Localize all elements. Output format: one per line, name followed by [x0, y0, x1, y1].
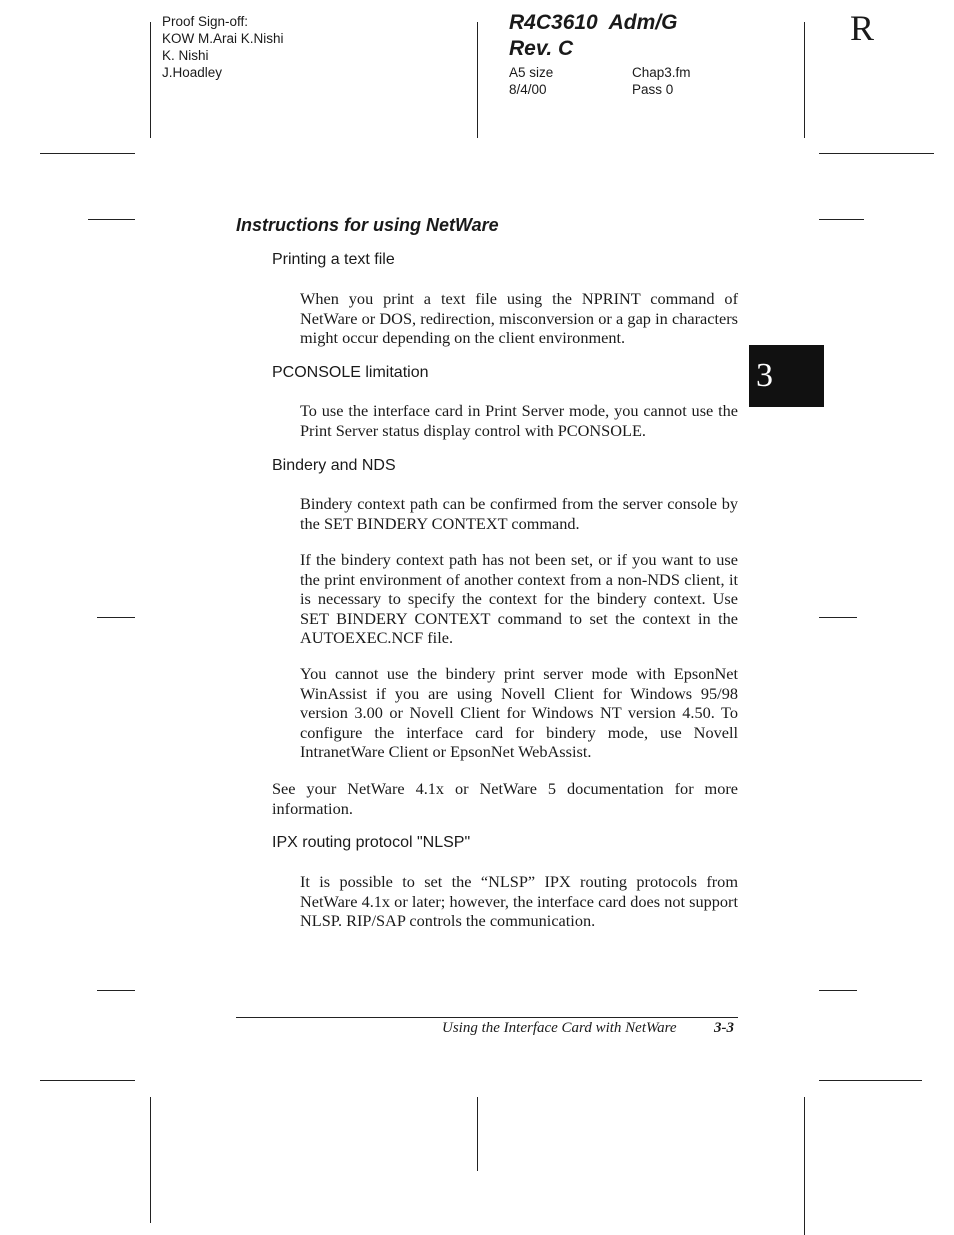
doc-code: R4C3610 Adm/G: [509, 11, 678, 34]
meta-left: [509, 64, 553, 98]
crop-mark: [40, 153, 135, 154]
crop-mark: [819, 617, 857, 618]
corner-mark: R: [850, 8, 875, 48]
revision: Rev. C: [509, 37, 574, 60]
crop-mark: [819, 219, 864, 220]
subhead-pconsole: PCONSOLE limitation: [272, 364, 429, 381]
proof-line: J.Hoadley: [162, 65, 223, 80]
paragraph: It is possible to set the “NLSP” IPX routing protocols from NetWare 4.1x or later; however, the interface card does not support NLSP. RIP/SAP controls the communication.: [300, 872, 738, 930]
crop-mark: [804, 1097, 805, 1235]
date: 8/4/00: [509, 82, 547, 97]
crop-mark: [88, 219, 135, 220]
crop-mark: [819, 990, 857, 991]
crop-mark: [804, 22, 805, 138]
paragraph: To use the interface card in Print Server mode, you cannot use the Print Server status display control with PCONSOLE.: [300, 401, 738, 440]
section-title: Instructions for using NetWare: [236, 215, 499, 235]
paragraph: You cannot use the bindery print server mode with EpsonNet WinAssist if you are using Novell Client for Windows 95/98 version 3.00 or Novell Client for Windows NT version 4.50. To configure the interface card for bindery mode, use Novell IntranetWare Client or EpsonNet WebAssist.: [300, 664, 738, 761]
crop-mark: [40, 1080, 135, 1081]
doc-code-block: [509, 10, 677, 62]
crop-mark: [819, 1080, 922, 1081]
paragraph: See your NetWare 4.1x or NetWare 5 documentation for more information.: [272, 779, 738, 818]
proof-line: KOW M.Arai K.Nishi: [162, 31, 284, 46]
pass: Pass 0: [632, 82, 674, 97]
proof-line: Proof Sign-off:: [162, 14, 249, 29]
subhead-printing: Printing a text file: [272, 251, 395, 268]
footer-rule: [236, 1017, 738, 1018]
crop-mark: [477, 22, 478, 138]
chapter-tab: 3: [749, 345, 824, 407]
crop-mark: [97, 990, 135, 991]
paper-size: A5 size: [509, 65, 554, 80]
crop-mark: [97, 617, 135, 618]
paragraph: If the bindery context path has not been set, or if you want to use the print environment of another context from a non-NDS client, it is necessary to specify the context for the bindery context. Use SET BINDERY CONTEXT command to set the context in the AUTOEXEC.NCF file.: [300, 550, 738, 647]
paragraph: When you print a text file using the NPRINT command of NetWare or DOS, redirection, misconversion or a gap in characters might occur depending on the client environment.: [300, 289, 738, 347]
crop-mark: [150, 22, 151, 138]
page-number: 3-3: [714, 1020, 734, 1036]
proof-signoff: [162, 13, 284, 81]
crop-mark: [150, 1097, 151, 1223]
subhead-bindery: Bindery and NDS: [272, 457, 396, 474]
subhead-ipx: IPX routing protocol "NLSP": [272, 834, 471, 851]
crop-mark: [819, 153, 934, 154]
meta-right: [632, 64, 691, 98]
proof-line: K. Nishi: [162, 48, 209, 63]
paragraph: Bindery context path can be confirmed from the server console by the SET BINDERY CONTEXT command.: [300, 494, 738, 533]
running-title: Using the Interface Card with NetWare: [442, 1020, 677, 1036]
crop-mark: [477, 1097, 478, 1171]
file-name: Chap3.fm: [632, 65, 691, 80]
